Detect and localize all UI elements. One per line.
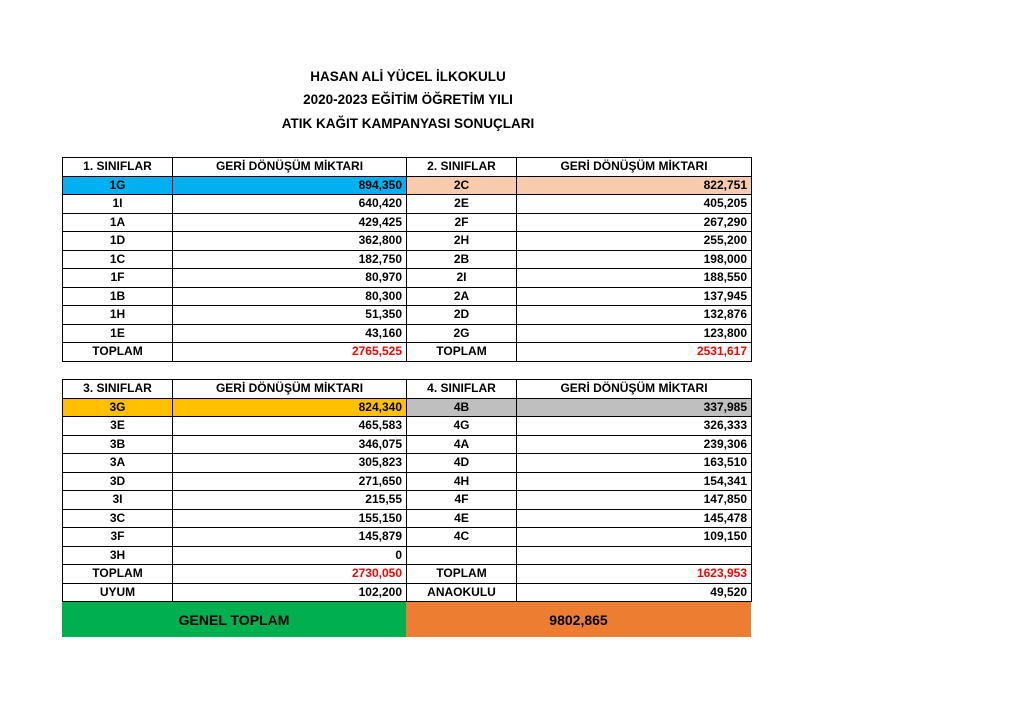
recycling-amount: 182,750 bbox=[173, 250, 407, 269]
recycling-amount: 255,200 bbox=[517, 232, 752, 251]
table-row bbox=[63, 398, 752, 417]
grand-total-bar bbox=[62, 602, 751, 637]
recycling-amount: 102,200 bbox=[173, 583, 407, 602]
recycling-amount: 80,300 bbox=[173, 287, 407, 306]
recycling-amount: 155,150 bbox=[173, 509, 407, 528]
recycling-amount bbox=[517, 546, 752, 565]
group-name: ANAOKULU bbox=[407, 583, 517, 602]
recycling-amount: 123,800 bbox=[517, 324, 752, 343]
class-name: 4G bbox=[407, 417, 517, 436]
recycling-amount: 465,583 bbox=[173, 417, 407, 436]
class-name: 2F bbox=[407, 213, 517, 232]
class-name: 3D bbox=[63, 472, 173, 491]
class-name: 2H bbox=[407, 232, 517, 251]
class-name: 4D bbox=[407, 454, 517, 473]
class-name: 3B bbox=[63, 435, 173, 454]
recycling-amount: 51,350 bbox=[173, 306, 407, 325]
class-name: 2I bbox=[407, 269, 517, 288]
school-name: HASAN ALİ YÜCEL İLKOKULU bbox=[310, 69, 506, 84]
class-name: 1G bbox=[63, 176, 173, 195]
recycling-amount: 188,550 bbox=[517, 269, 752, 288]
grades-3-4-table bbox=[62, 379, 752, 602]
total-row bbox=[63, 565, 752, 584]
class-name: 4C bbox=[407, 528, 517, 547]
recycling-amount: 239,306 bbox=[517, 435, 752, 454]
class-name: 1F bbox=[63, 269, 173, 288]
class-name: 3I bbox=[63, 491, 173, 510]
recycling-amount: 198,000 bbox=[517, 250, 752, 269]
table-row bbox=[63, 213, 752, 232]
recycling-amount: 824,340 bbox=[173, 398, 407, 417]
class-name: 2B bbox=[407, 250, 517, 269]
class-name: 3F bbox=[63, 528, 173, 547]
table-row bbox=[63, 528, 752, 547]
class-name: 3A bbox=[63, 454, 173, 473]
table-row bbox=[63, 269, 752, 288]
table-row bbox=[63, 232, 752, 251]
column-header: 3. SINIFLAR bbox=[63, 380, 173, 399]
table-row bbox=[63, 435, 752, 454]
table-row bbox=[63, 176, 752, 195]
recycling-amount: 147,850 bbox=[517, 491, 752, 510]
class-name: 3E bbox=[63, 417, 173, 436]
class-name: 3H bbox=[63, 546, 173, 565]
class-name: 2A bbox=[407, 287, 517, 306]
class-name: 1C bbox=[63, 250, 173, 269]
recycling-amount: 154,341 bbox=[517, 472, 752, 491]
campaign-title: ATIK KAĞIT KAMPANYASI SONUÇLARI bbox=[281, 116, 535, 131]
table-row bbox=[63, 417, 752, 436]
class-name: 4H bbox=[407, 472, 517, 491]
recycling-amount: 163,510 bbox=[517, 454, 752, 473]
class-name: 2G bbox=[407, 324, 517, 343]
class-name: 4A bbox=[407, 435, 517, 454]
recycling-amount: 49,520 bbox=[517, 583, 752, 602]
class-name: 1I bbox=[63, 195, 173, 214]
column-header: GERİ DÖNÜŞÜM MİKTARI bbox=[173, 380, 407, 399]
grand-total-value: 9802,865 bbox=[406, 602, 751, 637]
class-name: 4B bbox=[407, 398, 517, 417]
table-row bbox=[63, 306, 752, 325]
recycling-amount: 640,420 bbox=[173, 195, 407, 214]
table-row bbox=[63, 472, 752, 491]
recycling-amount: 267,290 bbox=[517, 213, 752, 232]
table-row bbox=[63, 509, 752, 528]
total-label: TOPLAM bbox=[63, 565, 173, 584]
column-header: 4. SINIFLAR bbox=[407, 380, 517, 399]
recycling-amount: 429,425 bbox=[173, 213, 407, 232]
table-row bbox=[63, 195, 752, 214]
class-name: 1B bbox=[63, 287, 173, 306]
recycling-amount: 109,150 bbox=[517, 528, 752, 547]
table-row bbox=[63, 287, 752, 306]
recycling-amount: 362,800 bbox=[173, 232, 407, 251]
recycling-amount: 145,478 bbox=[517, 509, 752, 528]
grades-1-2-table bbox=[62, 157, 752, 362]
recycling-amount: 137,945 bbox=[517, 287, 752, 306]
table-row bbox=[63, 250, 752, 269]
total-label: TOPLAM bbox=[63, 343, 173, 362]
class-name: 2C bbox=[407, 176, 517, 195]
table-row bbox=[63, 324, 752, 343]
class-name: 1H bbox=[63, 306, 173, 325]
class-name: 1D bbox=[63, 232, 173, 251]
total-value: 2730,050 bbox=[173, 565, 407, 584]
class-name: 4F bbox=[407, 491, 517, 510]
total-row bbox=[63, 343, 752, 362]
total-label: TOPLAM bbox=[407, 565, 517, 584]
recycling-amount: 405,205 bbox=[517, 195, 752, 214]
recycling-amount: 326,333 bbox=[517, 417, 752, 436]
recycling-amount: 822,751 bbox=[517, 176, 752, 195]
extra-row bbox=[63, 583, 752, 602]
table-row bbox=[63, 546, 752, 565]
academic-year: 2020-2023 EĞİTİM ÖĞRETİM YILI bbox=[303, 92, 513, 107]
recycling-amount: 215,55 bbox=[173, 491, 407, 510]
recycling-amount: 80,970 bbox=[173, 269, 407, 288]
class-name: 3G bbox=[63, 398, 173, 417]
class-name bbox=[407, 546, 517, 565]
column-header: GERİ DÖNÜŞÜM MİKTARI bbox=[517, 380, 752, 399]
recycling-amount: 0 bbox=[173, 546, 407, 565]
recycling-amount: 271,650 bbox=[173, 472, 407, 491]
class-name: 1E bbox=[63, 324, 173, 343]
recycling-amount: 145,879 bbox=[173, 528, 407, 547]
recycling-amount: 132,876 bbox=[517, 306, 752, 325]
column-header: GERİ DÖNÜŞÜM MİKTARI bbox=[173, 158, 407, 177]
recycling-amount: 305,823 bbox=[173, 454, 407, 473]
total-value: 2531,617 bbox=[517, 343, 752, 362]
total-value: 1623,953 bbox=[517, 565, 752, 584]
class-name: 3C bbox=[63, 509, 173, 528]
class-name: 2D bbox=[407, 306, 517, 325]
column-header: GERİ DÖNÜŞÜM MİKTARI bbox=[517, 158, 752, 177]
recycling-amount: 346,075 bbox=[173, 435, 407, 454]
grand-total-label: GENEL TOPLAM bbox=[62, 602, 406, 637]
header-row bbox=[63, 158, 752, 177]
class-name: 2E bbox=[407, 195, 517, 214]
recycling-amount: 894,350 bbox=[173, 176, 407, 195]
class-name: 4E bbox=[407, 509, 517, 528]
group-name: UYUM bbox=[63, 583, 173, 602]
table-row bbox=[63, 491, 752, 510]
recycling-amount: 43,160 bbox=[173, 324, 407, 343]
table-row bbox=[63, 454, 752, 473]
total-label: TOPLAM bbox=[407, 343, 517, 362]
header-row bbox=[63, 380, 752, 399]
class-name: 1A bbox=[63, 213, 173, 232]
column-header: 2. SINIFLAR bbox=[407, 158, 517, 177]
recycling-amount: 337,985 bbox=[517, 398, 752, 417]
total-value: 2765,525 bbox=[173, 343, 407, 362]
column-header: 1. SINIFLAR bbox=[63, 158, 173, 177]
